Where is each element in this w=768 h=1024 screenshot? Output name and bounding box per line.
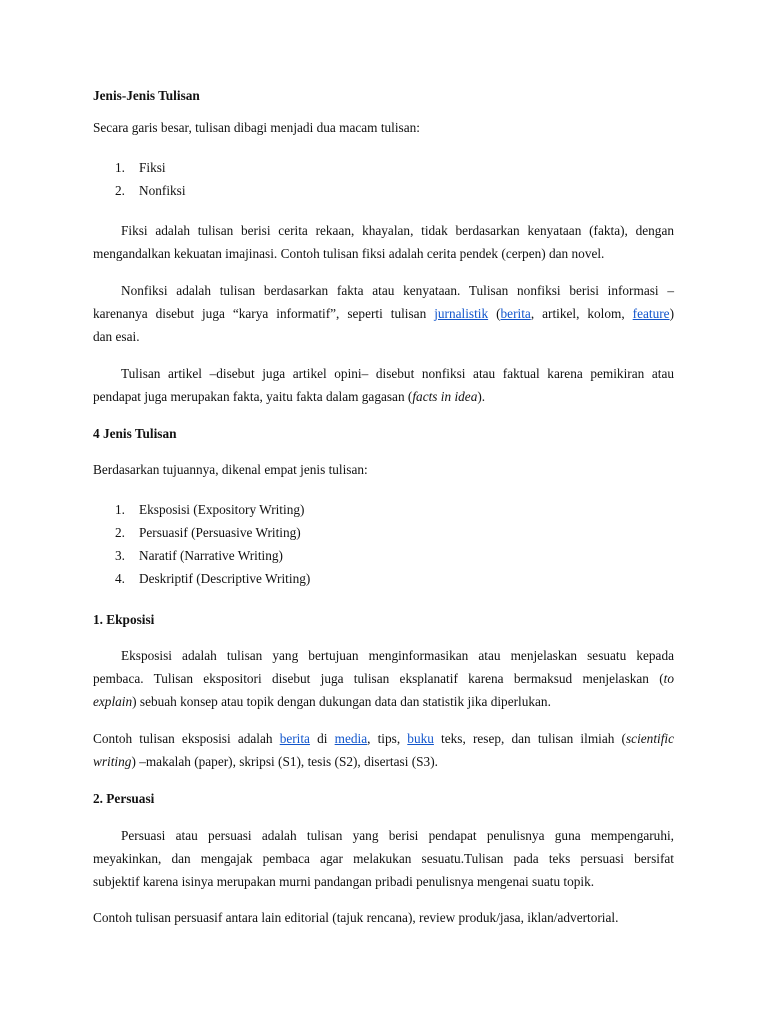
link-berita[interactable]: berita: [500, 306, 531, 321]
tujuan-paragraph: Berdasarkan tujuannya, dikenal empat jenis tulisan:: [93, 462, 368, 477]
eksposisi-paragraph-line: [93, 693, 674, 710]
section-heading: 1. Ekposisi: [93, 612, 155, 627]
list-text: Naratif (Narrative Writing): [139, 548, 283, 563]
persuasi-paragraph-line: Persuasi atau persuasi adalah tulisan yang berisi pendapat penulisnya guna mempengaruhi,: [121, 828, 674, 843]
contoh-persuasif-paragraph: Contoh tulisan persuasif antara lain editorial (tajuk rencana), review produk/jasa, iklan/advertorial.: [93, 910, 619, 925]
text-span: pembaca. Tulisan ekspositori disebut juga tulisan eksplanatif karena bermaksud menjelaskan (: [93, 671, 664, 686]
nonfiksi-paragraph-line: Nonfiksi adalah tulisan berdasarkan fakta atau kenyataan. Tulisan nonfiksi berisi informasi –: [121, 283, 674, 298]
list-number: 1.: [115, 160, 125, 175]
list-item: [115, 501, 304, 518]
text-span: ).: [477, 389, 486, 404]
text-span: ): [669, 306, 674, 321]
section-heading: 4 Jenis Tulisan: [93, 426, 177, 441]
link-media[interactable]: media: [334, 731, 368, 746]
text-span: ) –makalah (paper), skripsi (S1), tesis (S2), disertasi (S3).: [131, 754, 438, 769]
italic-span: to: [663, 671, 674, 686]
nonfiksi-paragraph-line: dan esai.: [93, 329, 140, 344]
list-number: 2.: [115, 183, 125, 198]
nonfiksi-paragraph-line: [93, 305, 674, 322]
italic-span: facts in idea: [412, 389, 478, 404]
contoh-eksposisi-line: [93, 730, 674, 747]
fiksi-paragraph-line: Fiksi adalah tulisan berisi cerita rekaan, khayalan, tidak berdasarkan kenyataan (fakta), dengan: [121, 223, 674, 238]
text-span: karenanya disebut juga “karya informatif”, seperti tulisan: [93, 306, 435, 321]
italic-span: writing: [93, 754, 132, 769]
text-span: , artikel, kolom,: [530, 306, 633, 321]
contoh-eksposisi-line: [93, 753, 674, 770]
link-berita[interactable]: berita: [279, 731, 310, 746]
text-span: Contoh tulisan eksposisi adalah: [93, 731, 280, 746]
intro-paragraph: Secara garis besar, tulisan dibagi menjadi dua macam tulisan:: [93, 120, 420, 135]
list-number: 3.: [115, 548, 125, 563]
list-item: [115, 159, 166, 176]
text-span: teks, resep, dan tulisan ilmiah (: [433, 731, 626, 746]
list-number: 2.: [115, 525, 125, 540]
list-item: [115, 547, 283, 564]
doc-title: Jenis-Jenis Tulisan: [93, 88, 200, 103]
list-item: [115, 524, 301, 541]
persuasi-paragraph-line: subjektif karena isinya merupakan murni pandangan pribadi penulisnya mengenai suatu topik.: [93, 874, 595, 889]
list-text: Persuasif (Persuasive Writing): [139, 525, 301, 540]
text-span: , tips,: [367, 731, 408, 746]
list-text: Eksposisi (Expository Writing): [139, 502, 305, 517]
text-span: (: [488, 306, 501, 321]
persuasi-paragraph-line: meyakinkan, dan mengajak pembaca agar melakukan sesuatu.Tulisan pada teks persuasi bersifat: [93, 851, 674, 866]
list-number: 1.: [115, 502, 125, 517]
text-span: pendapat juga merupakan fakta, yaitu fakta dalam gagasan (: [93, 389, 413, 404]
list-item: [115, 570, 310, 587]
list-text: Nonfiksi: [139, 183, 186, 198]
link-jurnalistik[interactable]: jurnalistik: [434, 306, 489, 321]
list-text: Deskriptif (Descriptive Writing): [139, 571, 311, 586]
text-span: ) sebuah konsep atau topik dengan dukungan data dan statistik jika diperlukan.: [132, 694, 551, 709]
italic-span: explain: [93, 694, 133, 709]
list-number: 4.: [115, 571, 125, 586]
italic-span: scientific: [626, 731, 674, 746]
link-feature[interactable]: feature: [632, 306, 670, 321]
text-span: di: [309, 731, 335, 746]
link-buku[interactable]: buku: [407, 731, 434, 746]
artikel-paragraph-line: Tulisan artikel –disebut juga artikel opini– disebut nonfiksi atau faktual karena pemikiran atau: [121, 366, 674, 381]
fiksi-paragraph-line: mengandalkan kekuatan imajinasi. Contoh tulisan fiksi adalah cerita pendek (cerpen) dan novel.: [93, 246, 605, 261]
list-text: Fiksi: [139, 160, 166, 175]
list-item: [115, 182, 186, 199]
eksposisi-paragraph-line: [93, 670, 674, 687]
artikel-paragraph-line: [93, 388, 674, 405]
section-heading: 2. Persuasi: [93, 791, 155, 806]
eksposisi-paragraph-line: Eksposisi adalah tulisan yang bertujuan menginformasikan atau menjelaskan sesuatu kepada: [121, 648, 674, 663]
